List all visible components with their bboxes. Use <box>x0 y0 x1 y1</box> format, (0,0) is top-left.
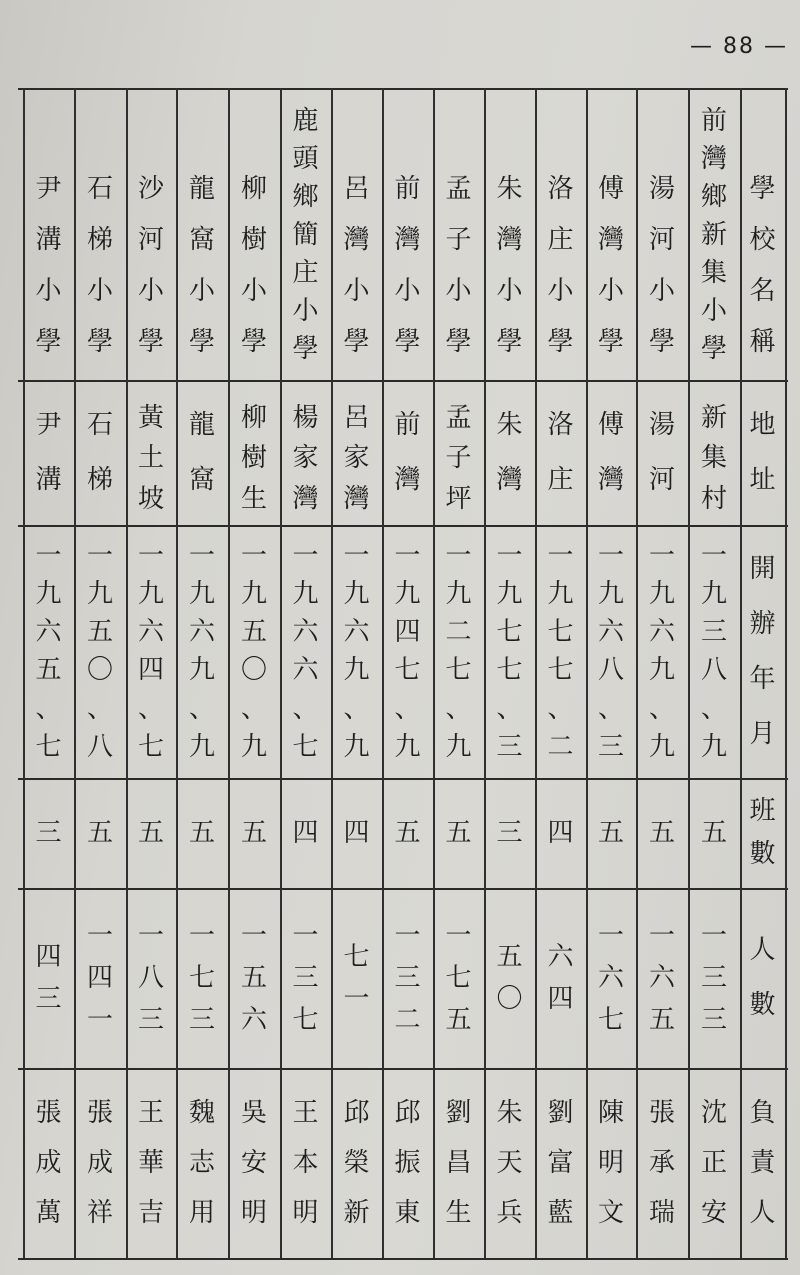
cell-head: 劉 富 藍 <box>547 1098 574 1228</box>
cell-school: 前 灣 小 學 <box>394 174 421 357</box>
cell-classes: 五 <box>700 817 727 848</box>
cell-students: 七 一 <box>343 942 370 1014</box>
cell-students: 一 八 三 <box>137 921 164 1035</box>
cell-classes: 三 <box>35 817 62 848</box>
cell-classes: 三 <box>496 817 523 848</box>
cell-classes: 四 <box>292 817 319 848</box>
cell-founded: 一 九 六 六 、 七 <box>292 541 319 762</box>
cell-students: 一 七 三 <box>188 921 215 1035</box>
cell-address: 洛 庄 <box>547 410 574 495</box>
cell-address: 柳 樹 生 <box>240 403 267 514</box>
cell-founded: 一 九 六 九 、 九 <box>343 541 370 762</box>
header-school: 學 校 名 稱 <box>749 174 776 357</box>
header-students: 人 數 <box>749 935 776 1020</box>
cell-school: 孟 子 小 學 <box>445 174 472 357</box>
cell-school: 石 梯 小 學 <box>86 174 113 357</box>
cell-classes: 五 <box>394 817 421 848</box>
cell-address: 新 集 村 <box>700 403 727 514</box>
cell-students: 一 六 五 <box>648 921 675 1035</box>
cell-address: 朱 灣 <box>496 410 523 495</box>
cell-head: 朱 天 兵 <box>496 1098 523 1228</box>
cell-address: 孟 子 坪 <box>445 403 472 514</box>
cell-school: 朱 灣 小 學 <box>496 174 523 357</box>
header-address: 地 址 <box>749 409 776 495</box>
cell-classes: 五 <box>445 817 472 848</box>
cell-head: 王 本 明 <box>292 1098 319 1228</box>
cell-students: 一 七 五 <box>445 921 472 1035</box>
cell-school: 尹 溝 小 學 <box>35 174 62 357</box>
cell-address: 龍 窩 <box>188 410 215 495</box>
cell-classes: 四 <box>547 817 574 848</box>
cell-address: 黃 土 坡 <box>137 403 164 514</box>
cell-head: 張 承 瑞 <box>648 1098 675 1228</box>
cell-school: 沙 河 小 學 <box>137 174 164 357</box>
cell-students: 五 〇 <box>496 942 523 1014</box>
cell-students: 一 三 七 <box>292 921 319 1035</box>
cell-founded: 一 九 三 八 、 九 <box>700 541 727 762</box>
cell-founded: 一 九 六 四 、 七 <box>137 541 164 762</box>
cell-head: 吳 安 明 <box>240 1098 267 1228</box>
cell-founded: 一 九 五 〇 、 九 <box>240 541 267 762</box>
cell-school: 呂 灣 小 學 <box>343 174 370 357</box>
cell-founded: 一 九 六 九 、 九 <box>648 541 675 762</box>
header-founded: 開 辦 年 月 <box>749 553 776 749</box>
cell-founded: 一 九 二 七 、 九 <box>445 541 472 762</box>
cell-classes: 五 <box>648 817 675 848</box>
cell-head: 陳 明 文 <box>597 1098 624 1228</box>
cell-students: 一 六 七 <box>597 921 624 1035</box>
column-divider <box>785 88 787 1258</box>
cell-founded: 一 九 七 七 、 三 <box>496 541 523 762</box>
cell-students: 一 三 三 <box>700 921 727 1035</box>
cell-school: 柳 樹 小 學 <box>240 174 267 357</box>
cell-students: 四 三 <box>35 942 62 1014</box>
cell-students: 六 四 <box>547 942 574 1014</box>
row-divider <box>18 1068 788 1070</box>
cell-school: 鹿 頭 鄉 簡 庄 小 學 <box>292 106 319 364</box>
cell-founded: 一 九 六 五 、 七 <box>35 541 62 762</box>
cell-head: 沈 正 安 <box>700 1098 727 1228</box>
cell-head: 邱 振 東 <box>394 1098 421 1228</box>
cell-classes: 五 <box>597 817 624 848</box>
cell-address: 石 梯 <box>86 410 113 495</box>
cell-school: 湯 河 小 學 <box>648 174 675 357</box>
cell-classes: 五 <box>240 817 267 848</box>
cell-head: 張 成 祥 <box>86 1098 113 1228</box>
page-number: — 88 — <box>690 34 788 59</box>
cell-head: 邱 榮 新 <box>343 1098 370 1228</box>
cell-students: 一 三 二 <box>394 921 421 1035</box>
cell-classes: 五 <box>137 817 164 848</box>
cell-students: 一 五 六 <box>240 921 267 1035</box>
cell-address: 湯 河 <box>648 410 675 495</box>
cell-classes: 五 <box>188 817 215 848</box>
cell-school: 傅 灣 小 學 <box>597 174 624 357</box>
cell-head: 王 華 吉 <box>137 1098 164 1228</box>
cell-address: 楊 家 灣 <box>292 403 319 514</box>
row-divider <box>18 380 788 382</box>
cell-classes: 五 <box>86 817 113 848</box>
cell-head: 魏 志 用 <box>188 1098 215 1228</box>
row-divider <box>18 888 788 890</box>
row-divider <box>18 525 788 527</box>
cell-head: 張 成 萬 <box>35 1098 62 1228</box>
cell-founded: 一 九 七 七 、 二 <box>547 541 574 762</box>
row-divider <box>18 778 788 780</box>
cell-head: 劉 昌 生 <box>445 1098 472 1228</box>
cell-founded: 一 九 六 九 、 九 <box>188 541 215 762</box>
cell-school: 龍 窩 小 學 <box>188 174 215 357</box>
cell-address: 尹 溝 <box>35 410 62 495</box>
cell-address: 呂 家 灣 <box>343 403 370 514</box>
cell-address: 前 灣 <box>394 410 421 495</box>
cell-school: 洛 庄 小 學 <box>547 174 574 357</box>
cell-founded: 一 九 四 七 、 九 <box>394 541 421 762</box>
table-top-border <box>18 88 788 90</box>
cell-founded: 一 九 五 〇 、 八 <box>86 541 113 762</box>
cell-school: 前 灣 鄉 新 集 小 學 <box>700 106 727 364</box>
table-bottom-border <box>18 1258 788 1260</box>
cell-address: 傅 灣 <box>597 410 624 495</box>
header-head: 負 責 人 <box>749 1098 776 1228</box>
cell-students: 一 四 一 <box>86 921 113 1035</box>
cell-classes: 四 <box>343 817 370 848</box>
header-classes: 班 數 <box>749 796 776 869</box>
cell-founded: 一 九 六 八 、 三 <box>597 541 624 762</box>
